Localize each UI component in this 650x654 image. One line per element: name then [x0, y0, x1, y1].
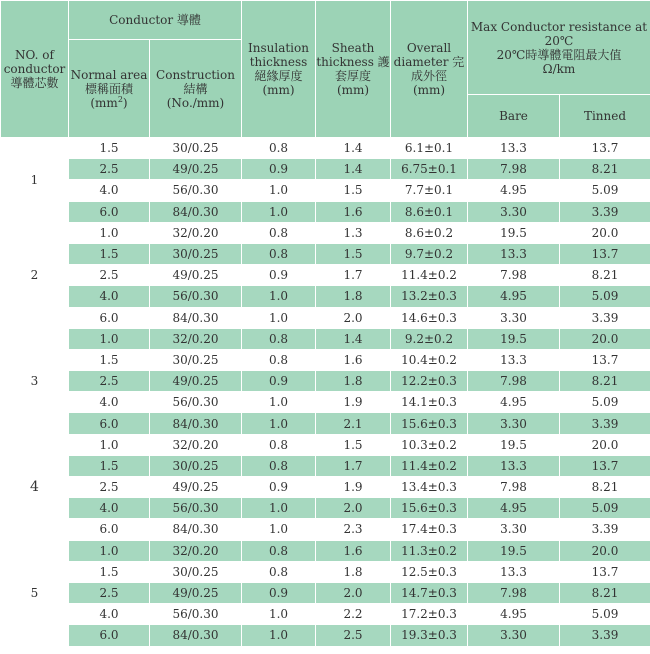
cell-bare-resistance: 13.3: [468, 455, 560, 476]
cell-sheath: 1.7: [316, 265, 391, 286]
conductor-count-cell: 3: [1, 328, 69, 434]
cell-tinned-resistance: 20.0: [560, 434, 650, 455]
cell-insulation: 1.0: [242, 625, 316, 646]
cell-tinned-resistance: 20.0: [560, 222, 650, 243]
header-tinned: Tinned: [560, 95, 650, 138]
cell-overall-diameter: 17.2±0.3: [391, 604, 468, 625]
conductor-count-cell: 4: [1, 434, 69, 540]
cell-bare-resistance: 3.30: [468, 413, 560, 434]
cell-tinned-resistance: 8.21: [560, 477, 650, 498]
conductor-count-cell: 1: [1, 138, 69, 223]
cell-construction: 30/0.25: [150, 243, 242, 264]
cell-bare-resistance: 13.3: [468, 349, 560, 370]
cell-tinned-resistance: 5.09: [560, 604, 650, 625]
header-insulation: [242, 1, 316, 138]
table-row: [1, 540, 650, 561]
table-row: [1, 286, 650, 307]
cell-normal-area: 1.0: [69, 222, 150, 243]
table-row: [1, 371, 650, 392]
cell-tinned-resistance: 8.21: [560, 371, 650, 392]
cell-bare-resistance: 13.3: [468, 243, 560, 264]
cell-bare-resistance: 4.95: [468, 392, 560, 413]
header-sheath: [316, 1, 391, 138]
cell-normal-area: 1.5: [69, 138, 150, 159]
cell-construction: 56/0.30: [150, 286, 242, 307]
cell-insulation: 1.0: [242, 519, 316, 540]
cell-insulation: 0.8: [242, 434, 316, 455]
table-row: [1, 328, 650, 349]
table-row: [1, 222, 650, 243]
cell-normal-area: 2.5: [69, 265, 150, 286]
cell-construction: 32/0.20: [150, 540, 242, 561]
cell-construction: 49/0.25: [150, 265, 242, 286]
cell-bare-resistance: 3.30: [468, 307, 560, 328]
cell-overall-diameter: 15.6±0.3: [391, 413, 468, 434]
cell-normal-area: 6.0: [69, 307, 150, 328]
cell-sheath: 1.8: [316, 286, 391, 307]
header-construction-label: Construction 結構: [156, 67, 235, 96]
cell-overall-diameter: 11.3±0.2: [391, 540, 468, 561]
table-row: [1, 307, 650, 328]
table-row: [1, 455, 650, 476]
cell-tinned-resistance: 13.7: [560, 561, 650, 582]
cell-normal-area: 4.0: [69, 180, 150, 201]
cell-construction: 56/0.30: [150, 604, 242, 625]
cell-normal-area: 6.0: [69, 201, 150, 222]
header-max-resistance: [468, 1, 650, 95]
cell-insulation: 1.0: [242, 286, 316, 307]
cell-insulation: 0.8: [242, 222, 316, 243]
conductor-count-cell: 5: [1, 540, 69, 646]
cell-sheath: 1.9: [316, 392, 391, 413]
cell-sheath: 1.7: [316, 455, 391, 476]
cell-sheath: 1.5: [316, 180, 391, 201]
cell-sheath: 2.0: [316, 498, 391, 519]
table-row: [1, 392, 650, 413]
cell-tinned-resistance: 5.09: [560, 392, 650, 413]
cell-overall-diameter: 14.6±0.3: [391, 307, 468, 328]
header-normal-area-label: Normal area 標稱面積: [70, 67, 148, 96]
table-row: [1, 582, 650, 603]
cell-normal-area: 1.0: [69, 328, 150, 349]
cell-bare-resistance: 3.30: [468, 519, 560, 540]
cell-overall-diameter: 15.6±0.3: [391, 498, 468, 519]
cell-sheath: 2.0: [316, 307, 391, 328]
cell-bare-resistance: 19.5: [468, 434, 560, 455]
cell-overall-diameter: 11.4±0.2: [391, 265, 468, 286]
cell-tinned-resistance: 8.21: [560, 582, 650, 603]
cell-sheath: 2.0: [316, 582, 391, 603]
cell-overall-diameter: 13.4±0.3: [391, 477, 468, 498]
cell-sheath: 1.4: [316, 328, 391, 349]
cell-insulation: 0.9: [242, 582, 316, 603]
cell-sheath: 2.1: [316, 413, 391, 434]
header-insulation-label: Insulation thickness 絕緣厚度: [248, 41, 309, 83]
cell-normal-area: 6.0: [69, 519, 150, 540]
header-normal-area-sup: 2: [117, 94, 123, 104]
cell-tinned-resistance: 13.7: [560, 455, 650, 476]
cell-tinned-resistance: 20.0: [560, 328, 650, 349]
cell-overall-diameter: 13.2±0.3: [391, 286, 468, 307]
cell-construction: 30/0.25: [150, 455, 242, 476]
table-row: [1, 625, 650, 646]
table-row: [1, 498, 650, 519]
header-bare: Bare: [468, 95, 560, 138]
table-row: [1, 477, 650, 498]
cell-sheath: 1.6: [316, 349, 391, 370]
cell-bare-resistance: 19.5: [468, 328, 560, 349]
cell-insulation: 0.9: [242, 265, 316, 286]
cell-overall-diameter: 12.5±0.3: [391, 561, 468, 582]
cell-normal-area: 4.0: [69, 498, 150, 519]
cell-construction: 56/0.30: [150, 392, 242, 413]
header-sheath-unit: (mm): [336, 83, 370, 97]
cell-insulation: 0.8: [242, 349, 316, 370]
cell-construction: 30/0.25: [150, 349, 242, 370]
cell-overall-diameter: 12.2±0.3: [391, 371, 468, 392]
cell-normal-area: 1.0: [69, 434, 150, 455]
cell-overall-diameter: 6.1±0.1: [391, 138, 468, 159]
header-normal-area-close: ): [122, 95, 128, 110]
cell-insulation: 0.8: [242, 138, 316, 159]
cell-sheath: 2.3: [316, 519, 391, 540]
cell-overall-diameter: 10.3±0.2: [391, 434, 468, 455]
header-sheath-label: Sheath thickness 護套厚度: [316, 41, 390, 83]
header-max-resistance-unit: Ω/km: [542, 61, 576, 76]
cell-overall-diameter: 8.6±0.1: [391, 201, 468, 222]
cell-normal-area: 1.5: [69, 455, 150, 476]
table-row: [1, 138, 650, 159]
cell-tinned-resistance: 20.0: [560, 540, 650, 561]
cell-overall-diameter: 7.7±0.1: [391, 180, 468, 201]
cell-overall-diameter: 6.75±0.1: [391, 159, 468, 180]
cell-bare-resistance: 7.98: [468, 582, 560, 603]
cell-normal-area: 4.0: [69, 392, 150, 413]
cell-sheath: 1.8: [316, 561, 391, 582]
cell-insulation: 0.9: [242, 477, 316, 498]
cell-construction: 32/0.20: [150, 328, 242, 349]
cell-bare-resistance: 19.5: [468, 222, 560, 243]
conductor-count-cell: 2: [1, 222, 69, 328]
cell-insulation: 0.8: [242, 561, 316, 582]
cell-bare-resistance: 7.98: [468, 371, 560, 392]
cell-insulation: 0.9: [242, 371, 316, 392]
table-row: [1, 413, 650, 434]
cell-bare-resistance: 7.98: [468, 159, 560, 180]
cell-bare-resistance: 13.3: [468, 561, 560, 582]
cell-overall-diameter: 10.4±0.2: [391, 349, 468, 370]
cell-insulation: 0.8: [242, 328, 316, 349]
cell-bare-resistance: 19.5: [468, 540, 560, 561]
table-row: [1, 349, 650, 370]
header-max-resistance-zh: 20℃時導體電阻最大值: [496, 47, 622, 62]
cell-construction: 84/0.30: [150, 519, 242, 540]
table-row: [1, 159, 650, 180]
cell-construction: 30/0.25: [150, 561, 242, 582]
header-overall: [391, 1, 468, 138]
table-row: [1, 561, 650, 582]
table-body: [1, 138, 650, 647]
header-overall-unit: (mm): [412, 83, 446, 97]
cell-sheath: 2.2: [316, 604, 391, 625]
cell-insulation: 1.0: [242, 392, 316, 413]
cell-tinned-resistance: 13.7: [560, 243, 650, 264]
cell-tinned-resistance: 8.21: [560, 159, 650, 180]
cell-construction: 32/0.20: [150, 434, 242, 455]
cell-overall-diameter: 17.4±0.3: [391, 519, 468, 540]
table-row: [1, 180, 650, 201]
cell-bare-resistance: 4.95: [468, 604, 560, 625]
cell-normal-area: 1.5: [69, 561, 150, 582]
cell-construction: 84/0.30: [150, 625, 242, 646]
cell-construction: 49/0.25: [150, 477, 242, 498]
cell-overall-diameter: 14.1±0.3: [391, 392, 468, 413]
cell-overall-diameter: 9.7±0.2: [391, 243, 468, 264]
cell-sheath: 1.3: [316, 222, 391, 243]
cell-sheath: 1.4: [316, 138, 391, 159]
cell-tinned-resistance: 3.39: [560, 625, 650, 646]
cell-tinned-resistance: 5.09: [560, 180, 650, 201]
header-construction-unit: (No./mm): [166, 95, 225, 110]
cell-insulation: 1.0: [242, 201, 316, 222]
cell-bare-resistance: 3.30: [468, 201, 560, 222]
table-row: [1, 604, 650, 625]
cell-normal-area: 2.5: [69, 159, 150, 180]
cell-insulation: 0.8: [242, 243, 316, 264]
cell-insulation: 1.0: [242, 307, 316, 328]
table-row: [1, 201, 650, 222]
cell-bare-resistance: 4.95: [468, 180, 560, 201]
cell-construction: 49/0.25: [150, 582, 242, 603]
cell-normal-area: 1.5: [69, 349, 150, 370]
header-construction: [150, 40, 242, 138]
cell-tinned-resistance: 13.7: [560, 349, 650, 370]
cell-insulation: 1.0: [242, 498, 316, 519]
cell-sheath: 1.6: [316, 540, 391, 561]
cell-construction: 84/0.30: [150, 201, 242, 222]
cell-insulation: 0.8: [242, 540, 316, 561]
table-row: [1, 434, 650, 455]
header-max-resistance-en: Max Conductor resistance at 20℃: [470, 19, 648, 48]
cell-overall-diameter: 14.7±0.3: [391, 582, 468, 603]
cell-overall-diameter: 11.4±0.2: [391, 455, 468, 476]
cell-normal-area: 2.5: [69, 582, 150, 603]
cell-tinned-resistance: 5.09: [560, 498, 650, 519]
table-row: [1, 519, 650, 540]
cell-insulation: 1.0: [242, 604, 316, 625]
cell-bare-resistance: 3.30: [468, 625, 560, 646]
cell-sheath: 2.5: [316, 625, 391, 646]
cell-normal-area: 6.0: [69, 413, 150, 434]
header-normal-area: [69, 40, 150, 138]
cell-bare-resistance: 13.3: [468, 138, 560, 159]
cell-sheath: 1.6: [316, 201, 391, 222]
cell-normal-area: 2.5: [69, 477, 150, 498]
header-conductor: Conductor 導體: [69, 1, 242, 40]
cell-tinned-resistance: 3.39: [560, 307, 650, 328]
header-overall-label: Overall diameter 完成外徑: [393, 41, 465, 83]
cell-overall-diameter: 9.2±0.2: [391, 328, 468, 349]
cell-insulation: 0.8: [242, 455, 316, 476]
cell-tinned-resistance: 3.39: [560, 201, 650, 222]
cell-construction: 56/0.30: [150, 180, 242, 201]
cell-tinned-resistance: 13.7: [560, 138, 650, 159]
cell-bare-resistance: 7.98: [468, 265, 560, 286]
cell-construction: 32/0.20: [150, 222, 242, 243]
cell-normal-area: 1.5: [69, 243, 150, 264]
cell-bare-resistance: 4.95: [468, 498, 560, 519]
cell-construction: 49/0.25: [150, 159, 242, 180]
table-row: [1, 265, 650, 286]
cell-normal-area: 2.5: [69, 371, 150, 392]
cell-normal-area: 6.0: [69, 625, 150, 646]
header-insulation-unit: (mm): [262, 83, 295, 97]
cell-insulation: 0.9: [242, 159, 316, 180]
cell-sheath: 1.4: [316, 159, 391, 180]
cell-construction: 30/0.25: [150, 138, 242, 159]
cell-insulation: 1.0: [242, 413, 316, 434]
cell-bare-resistance: 4.95: [468, 286, 560, 307]
cell-construction: 56/0.30: [150, 498, 242, 519]
header-normal-area-unit: (mm: [90, 95, 118, 110]
cell-construction: 84/0.30: [150, 307, 242, 328]
table-row: [1, 243, 650, 264]
cell-normal-area: 4.0: [69, 286, 150, 307]
cell-sheath: 1.8: [316, 371, 391, 392]
cell-overall-diameter: 19.3±0.3: [391, 625, 468, 646]
cell-sheath: 1.5: [316, 434, 391, 455]
cell-overall-diameter: 8.6±0.2: [391, 222, 468, 243]
cell-tinned-resistance: 3.39: [560, 519, 650, 540]
cell-tinned-resistance: 8.21: [560, 265, 650, 286]
cell-insulation: 1.0: [242, 180, 316, 201]
header-no-of-conductor: NO. of conductor 導體芯數: [1, 1, 69, 138]
cell-tinned-resistance: 3.39: [560, 413, 650, 434]
cell-construction: 49/0.25: [150, 371, 242, 392]
cell-sheath: 1.5: [316, 243, 391, 264]
cell-tinned-resistance: 5.09: [560, 286, 650, 307]
cell-sheath: 1.9: [316, 477, 391, 498]
cell-construction: 84/0.30: [150, 413, 242, 434]
cell-normal-area: 1.0: [69, 540, 150, 561]
cell-bare-resistance: 7.98: [468, 477, 560, 498]
cell-normal-area: 4.0: [69, 604, 150, 625]
